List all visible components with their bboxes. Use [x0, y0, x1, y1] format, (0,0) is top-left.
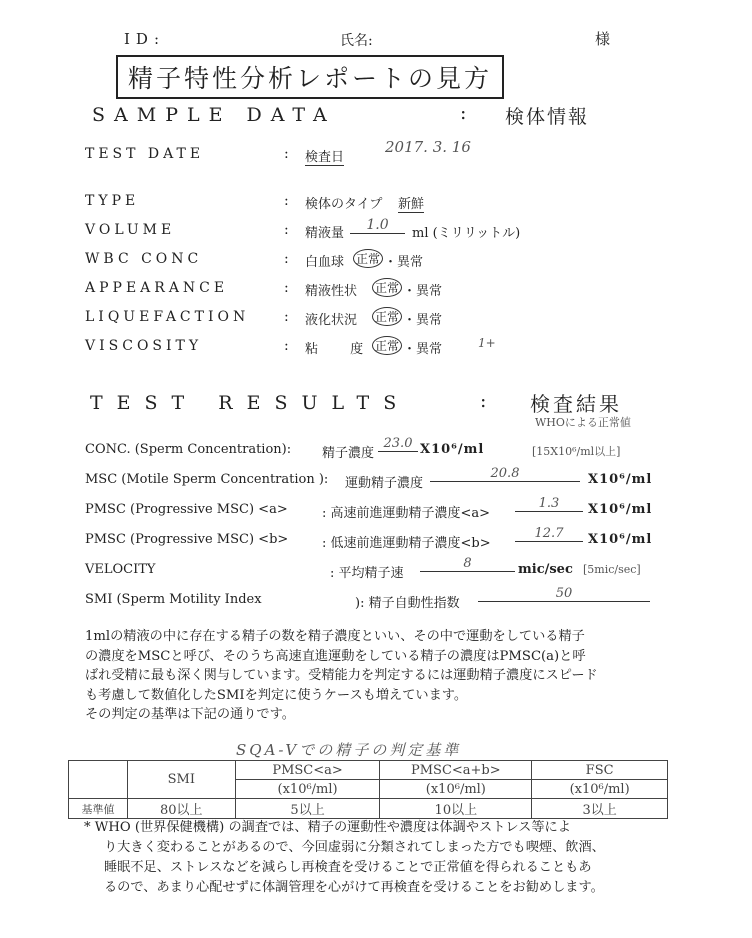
- row-label-ja: 粘 度: [305, 342, 378, 357]
- row-label-en: APPEARANCE: [85, 280, 229, 296]
- option-abnormal: ・異常: [403, 284, 443, 299]
- conc-value: 23.0: [378, 436, 418, 452]
- row-colon: :: [284, 146, 289, 162]
- result-label-ja: : 低速前進運動精子濃度<b>: [322, 536, 491, 551]
- row-label-ja: 検査日: [305, 146, 344, 166]
- table-cell: 80以上: [127, 799, 235, 819]
- table-header-cell: PMSC<a>: [235, 761, 380, 780]
- table-unit-cell: (x10⁶/ml): [235, 780, 380, 799]
- row-label-ja: 白血球: [305, 255, 345, 270]
- result-label-en: SMI (Sperm Motility Index: [85, 592, 262, 607]
- result-unit: X10⁶/ml: [588, 472, 653, 487]
- row-label-en: TYPE: [85, 193, 140, 209]
- explanation-paragraph: [85, 627, 598, 725]
- volume-value: 1.0: [350, 217, 405, 234]
- footnote-line: 睡眠不足、ストレスなどを減らし再検査を受けることで正常値を得られることもあ: [104, 860, 592, 875]
- row-label-en: TEST DATE: [85, 146, 205, 162]
- pmsc-b-value: 12.7: [515, 526, 583, 542]
- result-label-ja: : 平均精子速: [330, 566, 404, 581]
- result-unit: mic/sec: [518, 562, 573, 577]
- row-label-ja: 検体のタイプ: [305, 197, 383, 212]
- row-label-ja: 液化状況: [305, 313, 358, 328]
- explanation-line: その判定の基準は下記の通りです。: [85, 707, 295, 722]
- option-abnormal: ・異常: [403, 313, 443, 328]
- footnote-line: り大きく変わることがあるので、今回虚弱に分類されてしまった方でも喫煙、飲酒、: [104, 840, 605, 855]
- smi-value: 50: [478, 586, 650, 602]
- velocity-reference: [5mic/sec]: [583, 563, 641, 576]
- result-unit: X10⁶/ml: [420, 442, 485, 457]
- row-colon: :: [284, 280, 289, 296]
- table-header-cell: PMSC<a+b>: [380, 761, 532, 780]
- option-abnormal: ・異常: [384, 255, 424, 270]
- result-label-ja: ): 精子自動性指数: [355, 596, 460, 611]
- results-heading-sep: :: [480, 390, 487, 412]
- explanation-line: 1mlの精液の中に存在する精子の数を精子濃度といい、その中で運動をしている精子: [85, 629, 585, 644]
- velocity-value: 8: [420, 556, 515, 572]
- row-colon: :: [284, 251, 289, 267]
- table-row-label: 基準値: [69, 799, 128, 819]
- result-label-ja: : 高速前進運動精子濃度<a>: [322, 506, 491, 521]
- who-footnote: [84, 818, 605, 898]
- result-unit: X10⁶/ml: [588, 502, 653, 517]
- volume-unit: ml (ミリリットル): [412, 226, 521, 241]
- result-label-en: PMSC (Progressive MSC) <b>: [85, 532, 289, 547]
- option-normal-circled: 正常: [353, 249, 383, 268]
- table-header-cell: SMI: [127, 761, 235, 799]
- who-normal-note: WHOによる正常値: [535, 416, 631, 429]
- criteria-value-row: [69, 799, 668, 819]
- row-label-ja: 精液性状: [305, 284, 358, 299]
- criteria-header-row: [69, 761, 668, 780]
- row-colon: :: [284, 222, 289, 238]
- msc-value: 20.8: [430, 466, 580, 482]
- table-unit-cell: (x10⁶/ml): [532, 780, 668, 799]
- row-label-ja: 精液量: [305, 226, 345, 241]
- name-label: 氏名:: [340, 33, 373, 49]
- explanation-line: も考慮して数値化したSMIを判定に使うケースも増えています。: [85, 687, 468, 703]
- row-label-en: LIQUEFACTION: [85, 309, 250, 325]
- table-header-cell: FSC: [532, 761, 668, 780]
- footnote-line: るので、あまり心配せずに体調管理を心がけて再検査を受けることをお勧めします。: [104, 880, 604, 895]
- result-label-en: PMSC (Progressive MSC) <a>: [85, 502, 288, 517]
- table-cell: 10以上: [380, 799, 532, 819]
- id-label: ID:: [124, 30, 166, 48]
- sample-heading-ja: 検体情報: [505, 106, 590, 128]
- result-label-en: CONC. (Sperm Concentration):: [85, 442, 292, 457]
- result-label-ja: 運動精子濃度: [345, 476, 424, 491]
- criteria-caption: SQA-Vでの精子の判定基準: [236, 741, 462, 759]
- row-colon: :: [284, 338, 289, 354]
- sample-heading-sep: :: [460, 102, 467, 124]
- result-unit: X10⁶/ml: [588, 532, 653, 547]
- sample-heading-en: SAMPLE DATA: [92, 104, 336, 126]
- type-value: 新鮮: [398, 193, 424, 213]
- result-label-en: MSC (Motile Sperm Concentration ):: [85, 472, 329, 487]
- table-header-cell: [69, 761, 128, 799]
- option-abnormal: ・異常: [403, 342, 443, 357]
- option-normal-circled: 正常: [372, 278, 402, 297]
- row-label-en: VOLUME: [85, 222, 176, 238]
- viscosity-extra: 1+: [478, 336, 496, 350]
- footnote-line: * WHO (世界保健機構) の調査では、精子の運動性や濃度は体調やストレス等によ: [84, 820, 571, 835]
- option-normal-circled: 正常: [372, 336, 402, 355]
- criteria-table: [68, 760, 668, 819]
- honorific: 様: [595, 30, 611, 48]
- results-heading-ja: 検査結果: [530, 392, 622, 416]
- conc-reference: [15X10⁶/ml以上]: [532, 445, 621, 458]
- table-cell: 3以上: [532, 799, 668, 819]
- explanation-line: ばれ受精に最も深く関与しています。受精能力を判定するには運動精子濃度にスピード: [85, 668, 598, 683]
- option-normal-circled: 正常: [372, 307, 402, 326]
- pmsc-a-value: 1.3: [515, 496, 583, 512]
- row-label-en: WBC CONC: [85, 251, 203, 267]
- row-colon: :: [284, 193, 289, 209]
- row-label-en: VISCOSITY: [85, 338, 203, 354]
- result-label-en: VELOCITY: [85, 562, 156, 577]
- result-label-ja: 精子濃度: [322, 446, 375, 461]
- test-date-value: 2017. 3. 16: [385, 138, 471, 156]
- results-heading-en: TEST RESULTS: [90, 392, 411, 414]
- explanation-line: の濃度をMSCと呼び、そのうち高速直進運動をしている精子の濃度はPMSC(a)と呼: [85, 648, 586, 664]
- table-unit-cell: (x10⁶/ml): [380, 780, 532, 799]
- page-title: 精子特性分析レポートの見方: [116, 55, 504, 99]
- row-colon: :: [284, 309, 289, 325]
- table-cell: 5以上: [235, 799, 380, 819]
